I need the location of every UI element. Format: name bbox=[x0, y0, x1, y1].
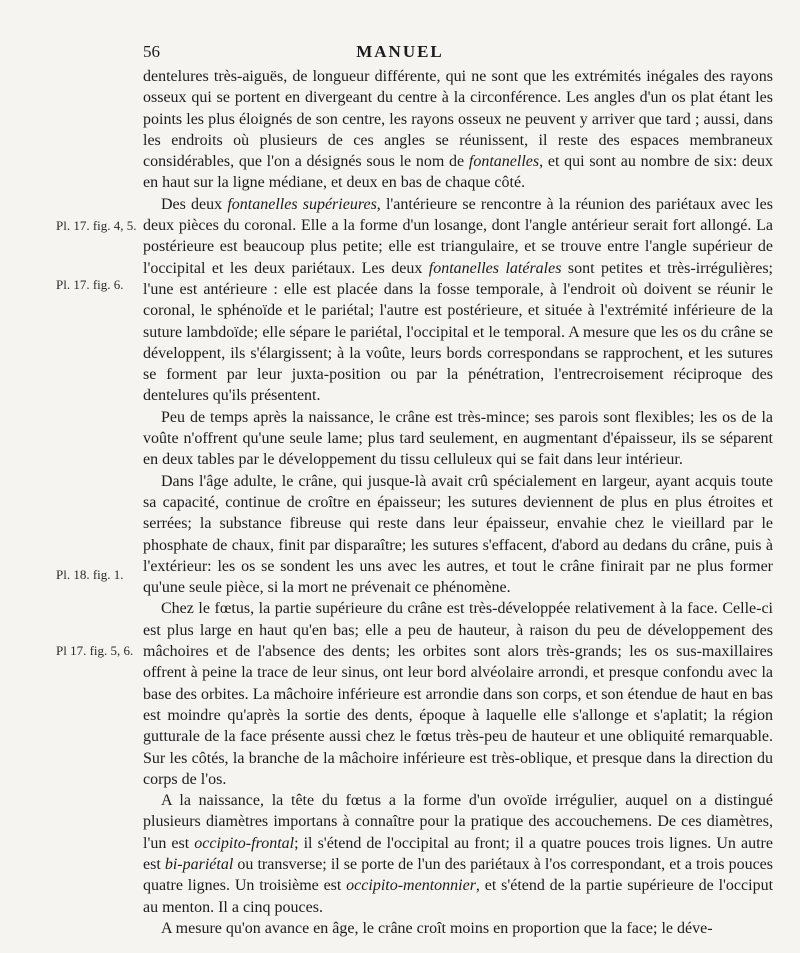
paragraph bbox=[143, 66, 773, 194]
text-run: dentelures très-aiguës, de longueur différente, qui ne sont que les extrémités inégales des rayons osseux qui se portent en divergeant du centre à la circonférence. Les angles d'un os plat étant les points les plus éloignés de son centre, les rayons osseux ne peuvent y arriver que tard ; aussi, dans les endroits où plusieurs de ces angles se réunissent, il reste des espaces membraneux considérables, que l'on a désignés sous le nom de bbox=[143, 68, 773, 171]
paragraph bbox=[143, 790, 773, 918]
text-run: ; il s'étend de l'occipital au front; il a quatre pouces trois lignes. Un autre est bbox=[143, 834, 773, 873]
italic-term: occipito-frontal bbox=[194, 834, 295, 852]
text-run: , l'antérieure se rencontre à la réunion des pariétaux avec les deux pièces du coronal. Elle a la forme d'un losange, dont l'angle antérieur serait fort allongé. La postérieure est beaucoup plus petite; elle est triangulaire, et se trouve entre l'angle supérieur de l'occipital et les deux pariétaux. Les deux bbox=[143, 195, 774, 277]
text-run: Dans l'âge adulte, le crâne, qui jusque-là avait crû spécialement en largeur, ayant acquis toute sa capacité, continue de croître en épaisseur; les sutures deviennent de plus en plus étroites et serrées; la substance fibreuse qui reste dans leur épaisseur, envahie chez le vieillard par le phosphate de chaux, finit par disparaître; les sutures s'effacent, d'abord au dedans du crâne, puis à l'extérieur: les os se sondent les uns avec les autres, et tout le crâne finirait par ne plus former qu'une seule pièce, si la mort ne prévenait ce phénomène. bbox=[143, 472, 773, 597]
body-text bbox=[143, 66, 773, 939]
text-run: A la naissance, la tête du fœtus a la forme d'un ovoïde irrégulier, auquel on a distingué plusieurs diamètres importans à connaître pour la pratique des accouchemens. De ces diamètres, l'un est bbox=[143, 792, 773, 852]
italic-term: fontanelles supérieures bbox=[227, 195, 377, 213]
paragraph bbox=[143, 194, 773, 407]
paragraph bbox=[143, 471, 773, 599]
italic-term: fontanelles latérales bbox=[428, 259, 562, 277]
margin-note: Pl 17. fig. 5, 6. bbox=[56, 643, 134, 658]
italic-term: occipito-mentonnier bbox=[346, 877, 476, 895]
margin-note: Pl. 17. fig. 4, 5. bbox=[56, 218, 137, 233]
text-run: Peu de temps après la naissance, le crâne est très-mince; ses parois sont flexibles; les os de la voûte n'offrent qu'une seule lame; plus tard seulement, en augmentant d'épaisseur, ils se séparent en deux tables par le développement du tissu celluleux qui se fait dans leur intérieur. bbox=[143, 408, 773, 469]
text-run: ou transverse; il se porte de l'un des pariétaux à l'os correspondant, et a trois pouces quatre lignes. Un troisième est bbox=[143, 855, 773, 895]
italic-term: fontanelles bbox=[468, 153, 540, 171]
running-title: MANUEL bbox=[356, 42, 444, 61]
text-run: sont petites et très-irrégulières; l'une est antérieure : elle est placée dans la fosse temporale, à l'endroit où doivent se réunir le coronal, le sphénoïde et le pariétal; l'autre est postérieure, et située à l'extrémité inférieure de la suture lambdoïde; elle sépare le pariétal, l'occipital et le temporal. A mesure que les os du crâne se développent, ils s'élargissent; à la voûte, leurs bords correspondans se rapprochent, et les sutures se forment par leur juxta-position ou par la pénétration, l'entrecroisement réciproque des dentelures qu'ils présentent. bbox=[143, 259, 774, 405]
italic-term: bi-pariétal bbox=[164, 855, 234, 873]
page-number: 56 bbox=[143, 42, 160, 61]
paragraph bbox=[143, 598, 773, 790]
margin-note: Pl. 17. fig. 6. bbox=[56, 277, 124, 292]
text-run: , et s'étend de la partie supérieure de l'occiput au menton. Il a cinq pouces. bbox=[143, 877, 774, 916]
text-run: , et qui sont au nombre de six: deux en haut sur la ligne médiane, et deux en bas de chaque côté. bbox=[143, 153, 773, 192]
paragraph bbox=[143, 407, 773, 471]
text-run: Des deux bbox=[161, 195, 228, 213]
text-run: Chez le fœtus, la partie supérieure du crâne est très-développée relativement à la face. Celle-ci est plus large en haut qu'en bas; elle a peu de hauteur, à raison du peu de développement des mâchoires et de l'absence des dents; les orbites sont alors très-grands; les os sus-maxillaires offrent à peine la trace de leur sinus, ont leur bord alvéolaire arrondi, et presque confondu avec la base des orbites. La mâchoire inférieure est arrondie dans son corps, et son étendue de haut en bas est moindre qu'après la sortie des dents, époque à laquelle elle s'allonge et s'aplatit; la région gutturale de la face présente aussi chez le fœtus très-peu de hauteur et une obliquité remarquable. Sur les côtés, la branche de la mâchoire inférieure est très-oblique, et presque dans la direction du corps de l'os. bbox=[143, 600, 773, 788]
text-run: A mesure qu'on avance en âge, le crâne croît moins en proportion que la face; le déve- bbox=[161, 919, 713, 937]
margin-note: Pl. 18. fig. 1. bbox=[56, 567, 124, 582]
page-header bbox=[0, 42, 800, 66]
paragraph bbox=[143, 918, 773, 939]
